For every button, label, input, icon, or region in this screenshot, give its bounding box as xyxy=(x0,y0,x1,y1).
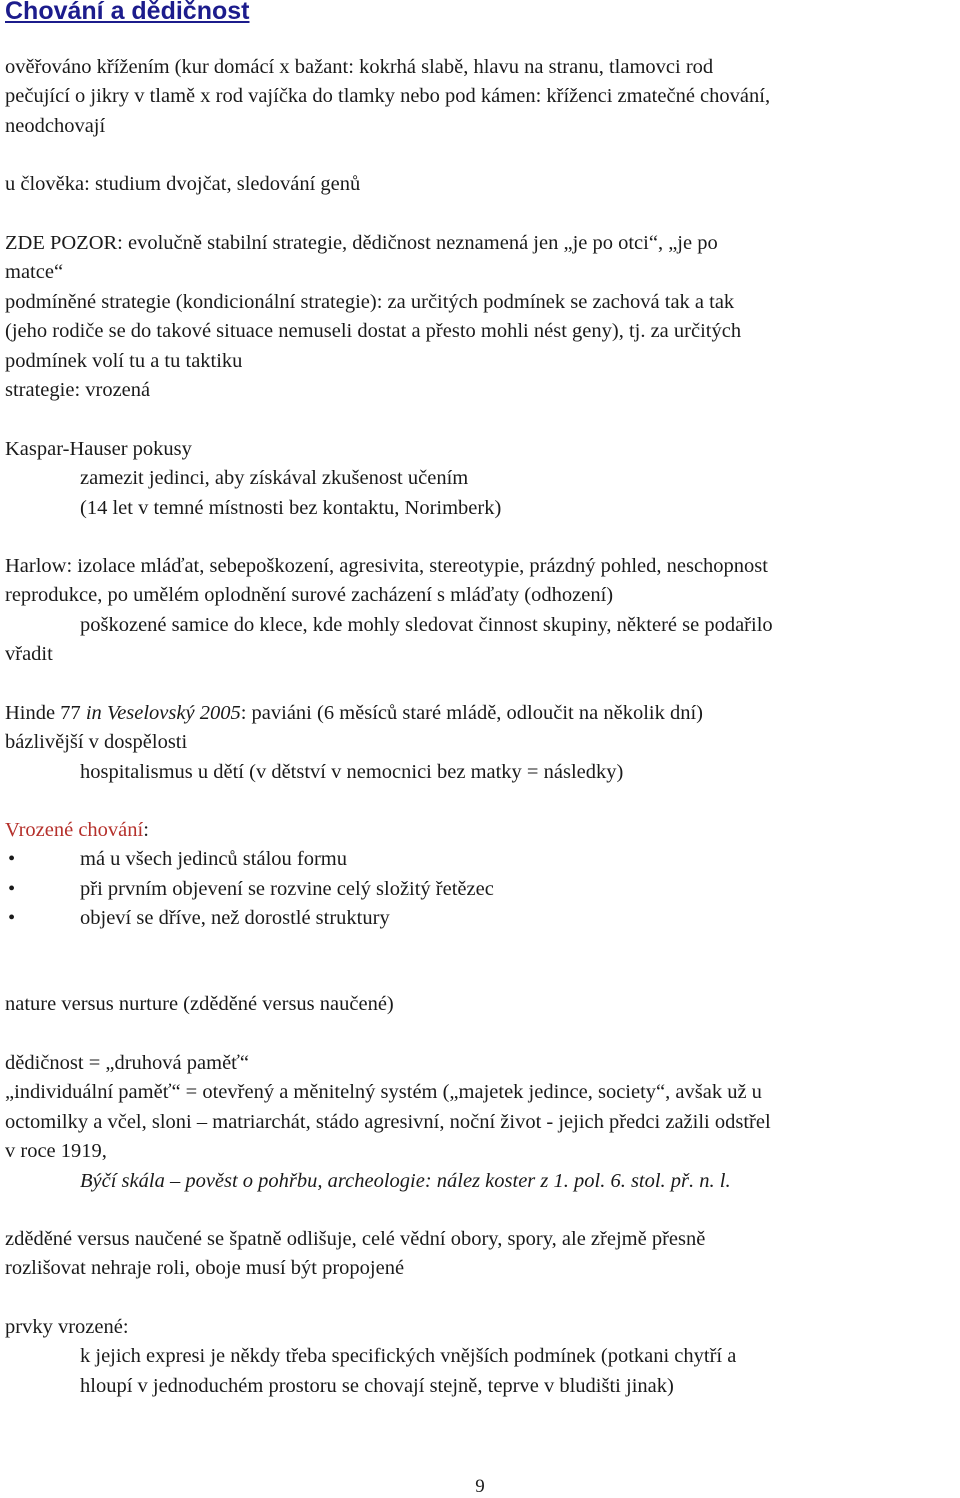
paragraph-human xyxy=(5,170,957,199)
text-line: k jejich expresi je někdy třeba specifických vnějších podmínek (potkani chytří a xyxy=(80,1345,737,1368)
text-line: vřadit xyxy=(5,643,53,666)
paragraph-strategies xyxy=(5,229,957,405)
innate-bullet-list xyxy=(5,845,957,933)
innate-heading xyxy=(5,816,957,845)
text-line: poškozené samice do klece, kde mohly sledovat činnost skupiny, některé se podařilo xyxy=(80,613,773,636)
text-line: Harlow: izolace mláďat, sebepoškození, agresivita, stereotypie, prázdný pohled, neschopnost xyxy=(5,555,768,577)
page-number: 9 xyxy=(475,1476,485,1497)
text-line: u člověka: studium dvojčat, sledování genů xyxy=(5,173,361,195)
text-line: matce“ xyxy=(5,261,64,284)
text-line: zamezit jedinci, aby získával zkušenost učením xyxy=(80,467,469,490)
text-span: Hinde 77 xyxy=(5,702,86,724)
paragraph-innate-elements xyxy=(5,1313,957,1401)
text-line: dědičnost = „druhová paměť“ xyxy=(5,1052,250,1074)
elements-heading: prvky vrozené: xyxy=(5,1316,129,1338)
text-line: ZDE POZOR: evolučně stabilní strategie, dědičnost neznamená jen „je po otci“, „je po xyxy=(5,232,718,254)
text-line: pečující o jikry v tlamě x rod vajíčka do tlamky nebo pod kámen: kříženci zmatečné chování, xyxy=(5,85,771,108)
text-span: : paviáni (6 měsíců staré mládě, odloučit na několik dní) xyxy=(240,702,703,724)
text-line: podmínek volí tu a tu taktiku xyxy=(5,349,243,372)
kaspar-heading: Kaspar-Hauser pokusy xyxy=(5,438,192,460)
paragraph-nature-nurture xyxy=(5,990,957,1019)
bullet-item: • má u všech jedinců stálou formu xyxy=(5,845,957,874)
text-line: hospitalismus u dětí (v dětství v nemocnici bez matky = následky) xyxy=(80,760,624,783)
text-line: bázlivější v dospělosti xyxy=(5,731,188,754)
text-line: octomilky a včel, sloni – matriarchát, stádo agresivní, noční život - jejich předci zažili odstřel xyxy=(5,1110,771,1133)
text-line-italic: Býčí skála – pověst o pohřbu, archeologie: nález koster z 1. pol. 6. stol. př. n. l. xyxy=(80,1169,731,1192)
text-line: neodchovají xyxy=(5,114,106,137)
text-line: zděděné versus naučené se špatně odlišuje, celé vědní obory, spory, ale zřejmě přesně xyxy=(5,1228,706,1250)
paragraph-crossing xyxy=(5,53,957,141)
innate-heading-text: Vrozené chování xyxy=(5,819,144,841)
page-title: Chování a dědičnost xyxy=(5,0,250,25)
text-line: reprodukce, po umělém oplodnění surové zacházení s mláďaty (odhození) xyxy=(5,584,614,607)
text-line: „individuální paměť“ = otevřený a měnitelný systém („majetek jedince, society“, avšak už u xyxy=(5,1081,762,1104)
text-line: rozlišovat nehraje roli, oboje musí být propojené xyxy=(5,1257,405,1280)
bullet-item: • objeví se dříve, než dorostlé struktury xyxy=(5,904,957,933)
text-line: strategie: vrozená xyxy=(5,379,151,402)
paragraph-distinguish xyxy=(5,1225,957,1284)
innate-heading-colon: : xyxy=(143,819,149,841)
text-line: nature versus nurture (zděděné versus naučené) xyxy=(5,993,394,1015)
section-innate-behavior xyxy=(5,816,957,934)
text-line: v roce 1919, xyxy=(5,1140,107,1163)
citation-author: Veselovský 2005 xyxy=(101,702,241,724)
paragraph-memory xyxy=(5,1049,957,1196)
paragraph-hinde xyxy=(5,699,957,787)
bullet-item: • při prvním objevení se rozvine celý složitý řetězec xyxy=(5,875,957,904)
text-line: podmíněné strategie (kondicionální strategie): za určitých podmínek se zachová tak a tak xyxy=(5,290,735,313)
paragraph-kaspar-hauser xyxy=(5,435,957,523)
text-line: (14 let v temné místnosti bez kontaktu, Norimberk) xyxy=(80,496,502,519)
citation-in: in xyxy=(85,702,102,724)
text-line: hloupí v jednoduchém prostoru se chovají stejně, teprve v bludišti jinak) xyxy=(80,1374,674,1397)
hinde-line xyxy=(5,699,957,728)
text-line: (jeho rodiče se do takové situace nemuseli dostat a přesto mohli nést geny), tj. za určitých xyxy=(5,320,742,343)
text-line: ověřováno křížením (kur domácí x bažant: kokrhá slabě, hlavu na stranu, tlamovci rod xyxy=(5,56,714,78)
paragraph-harlow xyxy=(5,552,957,670)
